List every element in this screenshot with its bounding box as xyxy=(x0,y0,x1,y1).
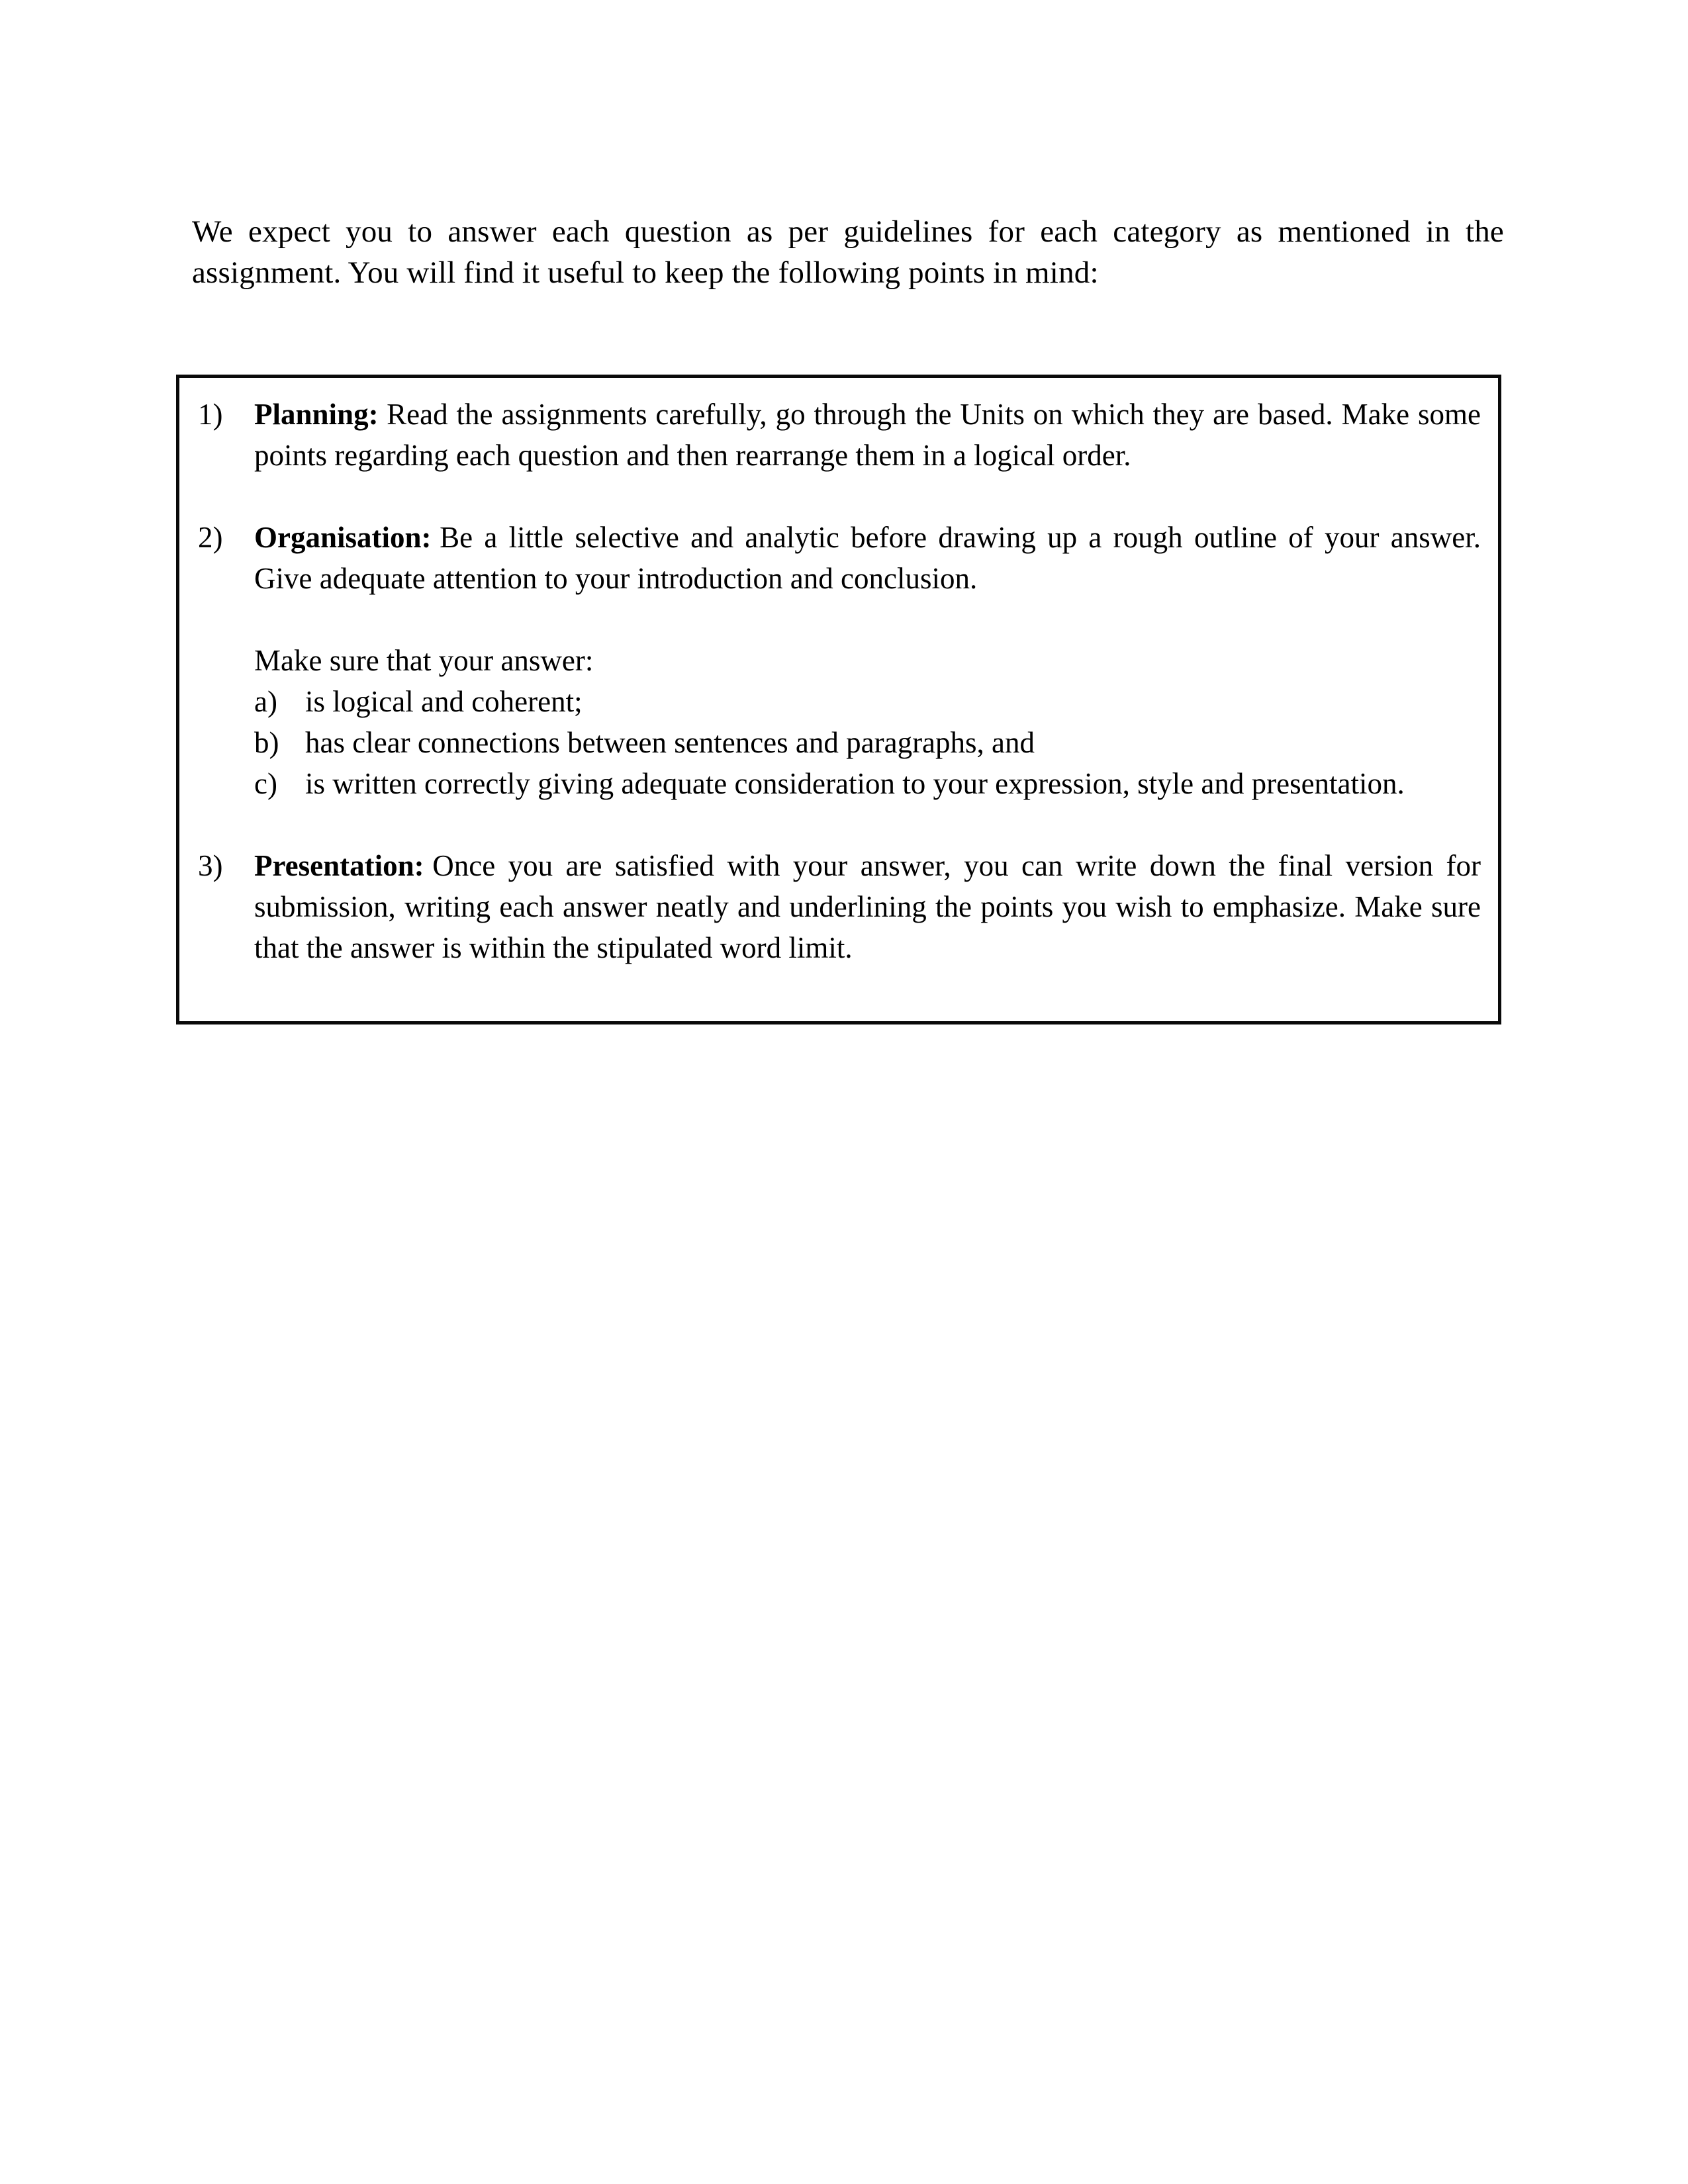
answer-checklist xyxy=(254,640,1481,804)
subitem-text: is logical and coherent; xyxy=(305,685,583,718)
subitem-text: is written correctly giving adequate consideration to your expression, style and presentation. xyxy=(305,767,1405,800)
item-text: Be a little selective and analytic before drawing up a rough outline of your answer. Give adequate attention to your introduction and conclusion. xyxy=(254,521,1481,595)
item-body xyxy=(254,845,1481,968)
item-text: Once you are satisfied with your answer, you can write down the final version for submission, writing each answer neatly and underlining the points you wish to emphasize. Make sure that the answer is within the stipulated word limit. xyxy=(254,849,1481,964)
item-number: 2) xyxy=(198,521,223,554)
guideline-item-presentation xyxy=(198,845,1481,968)
item-number: 3) xyxy=(198,849,223,882)
subitem-text: has clear connections between sentences and paragraphs, and xyxy=(305,726,1035,759)
item-body xyxy=(254,517,1481,599)
guideline-item-planning xyxy=(198,394,1481,476)
checklist-item-b xyxy=(254,722,1481,763)
subitem-marker: a) xyxy=(254,685,277,718)
item-body xyxy=(254,394,1481,476)
guidelines-box xyxy=(176,375,1501,1024)
item-term: Planning: xyxy=(254,398,379,431)
checklist-item-a xyxy=(254,681,1481,722)
intro-paragraph: We expect you to answer each question as per guidelines for each category as mentioned in the assignment. You will find it useful to keep the following points in mind: xyxy=(192,214,1504,290)
checklist-intro: Make sure that your answer: xyxy=(254,644,594,677)
subitem-marker: b) xyxy=(254,726,279,759)
subitem-marker: c) xyxy=(254,767,277,800)
item-term: Presentation: xyxy=(254,849,424,882)
item-text: Read the assignments carefully, go through the Units on which they are based. Make some points regarding each question and then rearrange them in a logical order. xyxy=(254,398,1481,472)
guideline-item-organisation xyxy=(198,517,1481,804)
item-number: 1) xyxy=(198,398,223,431)
item-term: Organisation: xyxy=(254,521,432,554)
checklist-item-c xyxy=(254,763,1481,804)
